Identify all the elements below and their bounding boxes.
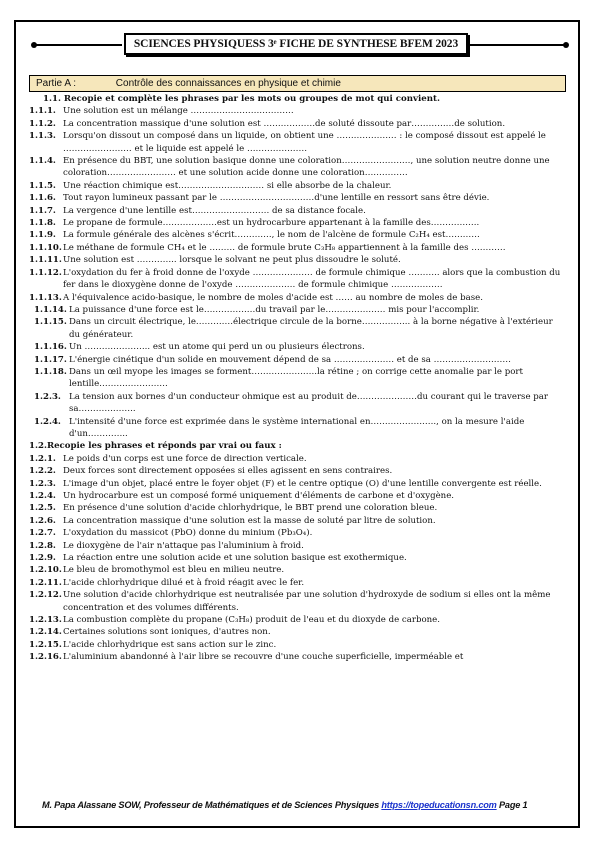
item-text: La puissance d'une force est le………………du travail par le………………… mis pour l'accomplir. [69, 304, 480, 315]
page-footer [42, 800, 562, 810]
list-item [29, 540, 563, 552]
item-number: 1.1.18. [34, 366, 67, 377]
item-text: L'oxydation du massicot (PbO) donne du minium (Pb₃O₄). [63, 528, 313, 539]
list-item [29, 527, 563, 539]
item-number: 1.2.5. [29, 503, 56, 514]
item-number: 1.1.4. [29, 156, 56, 167]
item-text: Une solution est un mélange ……………………………… [63, 106, 294, 117]
item-number: 1.1.11. [29, 255, 62, 266]
list-item [29, 515, 563, 527]
item-text: Une solution est ………….. lorsque le solvant ne peut plus dissoudre le soluté. [63, 255, 401, 266]
item-text: La concentration massique d'une solution est la masse de soluté par litre de solution. [63, 515, 436, 526]
item-text: En présence d'une solution d'acide chlorhydrique, le BBT prend une coloration bleue. [63, 503, 438, 514]
item-number: 1.2.3. [29, 478, 56, 489]
item-text: Lorsqu'on dissout un composé dans un liquide, on obtient une ………………… : le composé dissout est appelé le …………………… et le liquide est appelé le ………………… [63, 131, 546, 154]
item-text: En présence du BBT, une solution basique donne une coloration……………………, une solution neutre donne une coloration…………………… et une solution acide donne une coloration…………… [63, 156, 550, 179]
item-number: 1.1.6. [29, 193, 56, 204]
item-text: Le poids d'un corps est une force de direction verticale. [63, 453, 307, 464]
item-number: 1.1.5. [29, 180, 56, 191]
item-text: Tout rayon lumineux passant par le ……………………………d'une lentille en ressort sans être dévie. [63, 193, 490, 204]
item-text: A l'équivalence acido-basique, le nombre de moles d'acide est …… au nombre de moles de base. [63, 292, 483, 303]
list-item [29, 391, 563, 416]
list-item [29, 267, 563, 292]
list-item [29, 192, 563, 204]
item-text: La combustion complète du propane (C₃H₈) produit de l'eau et du dioxyde de carbone. [63, 615, 440, 626]
item-number: 1.1.13. [29, 292, 62, 303]
list-item [29, 118, 563, 130]
document-title: SCIENCES PHYSIQUESS 3ᵉ FICHE DE SYNTHESE BFEM 2023 [124, 33, 468, 55]
list-item [29, 589, 563, 614]
item-text: Un hydrocarbure est un composé formé uniquement d'éléments de carbone et d'oxygène. [63, 491, 455, 501]
list-item [29, 416, 563, 441]
item-text: Le bleu de bromothymol est bleu en milieu neutre. [63, 565, 285, 576]
part-label: Partie A : [36, 78, 77, 89]
list-item [29, 316, 563, 341]
item-text: La vergence d'une lentille est……………………… de sa distance focale. [63, 205, 366, 216]
item-number: 1.2.8. [29, 540, 56, 551]
item-text: Deux forces sont directement opposées si elles agissent en sens contraires. [63, 466, 393, 477]
item-number: 1.2.1. [29, 453, 56, 464]
list-item [29, 478, 563, 490]
item-number: 1.2.10. [29, 565, 62, 576]
item-number: 1.1.9. [29, 230, 56, 241]
item-number: 1.2.9. [29, 553, 56, 564]
item-text: La concentration massique d'une solution est ………………de soluté dissoute par……………de solution. [63, 118, 506, 129]
item-number: 1.1.2. [29, 118, 56, 129]
item-text: Dans un circuit électrique, le………….électrique circule de la borne…………….. à la borne négative à l'extérieur du générateur. [69, 317, 553, 340]
item-text: Dans un œil myope les images se forment…………………..la rétine ; on corrige cette anomalie par le port lentille…………………… [69, 366, 523, 390]
footer-link[interactable]: https://topeducationsn.com [381, 800, 497, 810]
list-item [29, 242, 563, 254]
title-rule-right [470, 44, 566, 46]
item-text: Le méthane de formule CH₄ et le ……… de formule brute C₃H₈ appartiennent à la famille des ………… [63, 242, 506, 253]
list-item [29, 254, 563, 266]
item-text: La réaction entre une solution acide et une solution basique est exothermique. [63, 553, 407, 564]
item-text: Une solution d'acide chlorhydrique est neutralisée par une solution d'hydroxyde de sodium si elles ont la même concentration et des volumes différents. [63, 590, 551, 613]
item-number: 1.2.2. [29, 466, 56, 477]
item-number: 1.2.13. [29, 615, 62, 626]
list-item [29, 651, 563, 663]
item-number: 1.1.8. [29, 218, 56, 229]
part-title: Contrôle des connaissances en physique et chimie [115, 78, 341, 89]
list-item [29, 564, 563, 576]
item-number: 1.2.16. [29, 652, 62, 663]
item-text: Un ………………….. est un atome qui perd un ou plusieurs électrons. [69, 342, 365, 353]
list-item [29, 465, 563, 477]
list-item [29, 502, 563, 514]
item-number: 1.2.11. [29, 577, 62, 588]
item-text: Certaines solutions sont ioniques, d'autres non. [63, 627, 271, 638]
document-body [29, 93, 563, 664]
list-item [29, 205, 563, 217]
list-item [29, 180, 563, 192]
item-number: 1.1.12. [29, 267, 62, 278]
item-text: L'oxydation du fer à froid donne de l'oxyde ………………… de formule chimique ……….. alors que la combustion du fer dans le dioxygène donne de l'oxyde ………………… de formule chimique ……………… [63, 267, 561, 291]
item-number: 1.1.1. [29, 106, 56, 117]
item-text: Une réaction chimique est………………………… si elle absorbe de la chaleur. [63, 180, 392, 191]
item-number: 1.2.14. [29, 627, 62, 638]
item-number: 1.2.15. [29, 639, 62, 650]
list-item [29, 626, 563, 638]
list-item [29, 155, 563, 180]
section-heading-1-1: 1.1. Recopie et complète les phrases par les mots ou groupes de mot qui convient. [43, 94, 440, 104]
section-heading-1-2: 1.2.Recopie les phrases et réponds par vrai ou faux : [29, 441, 282, 452]
list-item [29, 229, 563, 241]
list-item [29, 552, 563, 564]
item-text: L'aluminium abandonné à l'air libre se recouvre d'une couche superficielle, imperméable et [63, 652, 464, 663]
footer-page-number: Page 1 [499, 800, 528, 810]
list-item [29, 354, 563, 366]
fill-in-list [29, 105, 563, 440]
item-number: 1.1.10. [29, 242, 62, 253]
list-item [29, 304, 563, 316]
list-item [29, 366, 563, 391]
list-item [29, 639, 563, 651]
item-number: 1.2.6. [29, 515, 56, 526]
part-a-banner [29, 75, 566, 92]
item-number: 1.2.7. [29, 528, 56, 539]
list-item [29, 490, 563, 502]
item-text: L'énergie cinétique d'un solide en mouvement dépend de sa ………………… et de sa ……………………… [69, 354, 511, 365]
item-text: L'image d'un objet, placé entre le foyer objet (F) et le centre optique (O) d'une lentille convergente est réelle. [63, 478, 542, 489]
list-item [29, 453, 563, 465]
item-text: La formule générale des alcènes s'écrit…………., le nom de l'alcène de formule C₂H₄ est………… [63, 230, 480, 241]
item-text: L'intensité d'une force est exprimée dans le système international en………………….., on la mesure l'aide d'un………….. [69, 416, 525, 439]
list-item [29, 130, 563, 155]
item-text: L'acide chlorhydrique dilué et à froid réagit avec le fer. [63, 577, 305, 588]
item-text: L'acide chlorhydrique est sans action sur le zinc. [63, 639, 277, 650]
list-item [29, 577, 563, 589]
title-rule-left [34, 44, 122, 46]
item-number: 1.1.17. [34, 354, 67, 365]
list-item [29, 292, 563, 304]
list-item [29, 614, 563, 626]
footer-author: M. Papa Alassane SOW, Professeur de Mathématiques et de Sciences Physiques [42, 800, 380, 810]
item-text: La tension aux bornes d'un conducteur ohmique est au produit de…………………du courant qui le traverse par sa……………….. [69, 391, 549, 415]
item-number: 1.2.4. [29, 491, 56, 501]
list-item [29, 105, 563, 117]
item-number: 1.1.14. [34, 304, 67, 315]
item-number: 1.1.3. [29, 131, 56, 142]
item-number: 1.1.16. [34, 342, 67, 353]
item-number: 1.2.4. [34, 416, 61, 427]
list-item [29, 217, 563, 229]
true-false-list [29, 453, 563, 664]
item-number: 1.2.12. [29, 590, 62, 601]
item-number: 1.1.7. [29, 205, 56, 216]
item-number: 1.2.3. [34, 391, 61, 402]
item-text: Le dioxygène de l'air n'attaque pas l'aluminium à froid. [63, 540, 304, 551]
list-item [29, 341, 563, 353]
item-number: 1.1.15. [34, 317, 67, 328]
item-text: Le propane de formule……………….est un hydrocarbure appartenant à la famille des…………….. [63, 218, 480, 229]
